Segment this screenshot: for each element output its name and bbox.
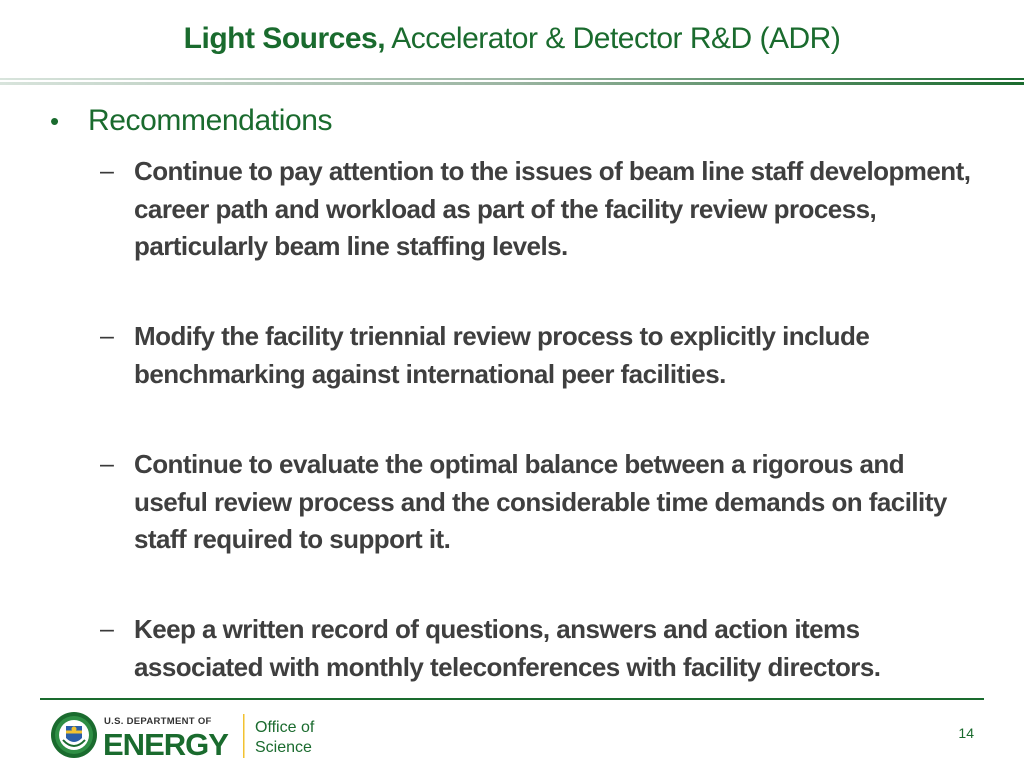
- sub-bullet-text: Keep a written record of questions, answers and action items associated with monthly teleconferences with facility directors.: [134, 614, 881, 682]
- dash-glyph: –: [100, 322, 114, 350]
- sub-bullet-2: [100, 318, 980, 393]
- title-rest: Accelerator & Detector R&D (ADR): [385, 22, 841, 55]
- bullet-dot: •: [50, 106, 60, 136]
- bullet-recommendations: [50, 104, 332, 138]
- sub-bullet-text: Modify the facility triennial review process to explicitly include benchmarking against international peer facilities.: [134, 321, 870, 389]
- dash-glyph: –: [100, 450, 114, 478]
- doe-office-of-science-logo: [50, 710, 340, 760]
- sub-bullet-text: Continue to pay attention to the issues of beam line staff development, career path and workload as part of the facility review process, particularly beam line staffing levels.: [134, 156, 971, 261]
- sub-bullet-3: [100, 446, 980, 559]
- slide-title: [0, 22, 1024, 56]
- sub-bullet-text: Continue to evaluate the optimal balance between a rigorous and useful review process and the considerable time demands on facility staff required to support it.: [134, 449, 947, 554]
- dash-glyph: –: [100, 157, 114, 185]
- footer-divider: [40, 698, 984, 700]
- page-number: 14: [958, 725, 974, 741]
- title-divider: [0, 78, 1024, 88]
- doe-seal-icon: [51, 712, 97, 758]
- sub-bullet-4: [100, 611, 980, 686]
- dash-glyph: –: [100, 615, 114, 643]
- sub-bullet-1: [100, 153, 980, 266]
- logo-line3: Office of: [255, 719, 315, 736]
- logo-line4: Science: [255, 739, 312, 756]
- logo-line2: ENERGY: [103, 727, 228, 760]
- title-bold: Light Sources,: [183, 22, 386, 55]
- logo-line1: U.S. DEPARTMENT OF: [104, 716, 212, 727]
- bullet-text: Recommendations: [88, 104, 333, 137]
